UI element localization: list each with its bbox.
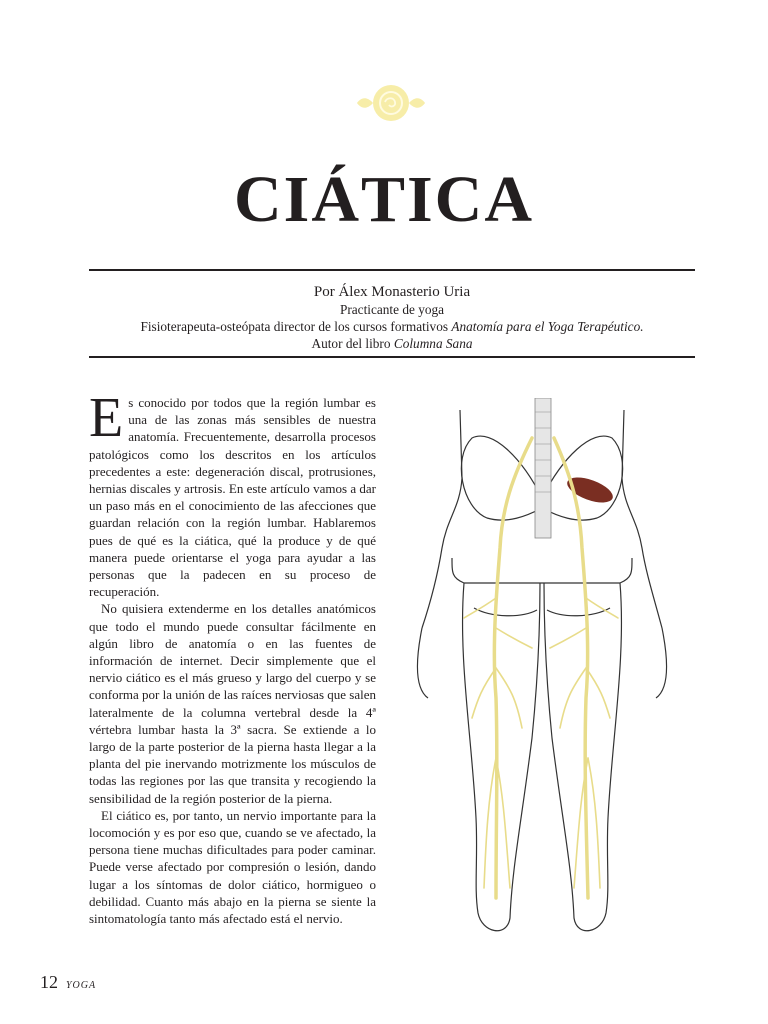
author-role: Practicante de yoga — [339, 302, 445, 317]
top-divider — [89, 269, 695, 271]
author-book — [89, 335, 695, 352]
author-position — [89, 318, 695, 335]
paragraph-3: El ciático es, por tanto, un nervio importante para la locomoción y es por eso que, cuando se ve afectado, la persona tiene muchas dificultades para poder caminar. Puede verse afectado por compresión o lesión, dando lugar a los síntomas de dolor ciático, hormigueo o debilidad. Cuanto más abajo en la pierna se siente la sintomatología tanto más afectado está el nervio. — [89, 807, 376, 927]
article-body — [89, 387, 376, 927]
bottom-divider — [89, 356, 695, 358]
paragraph-2: No quisiera extenderme en los detalles anatómicos que todo el mundo puede consultar fácilmente en algún libro de anatomía o en las fuentes de información de internet. Decir simplemente que el nervio ciático es el más grueso y largo del cuerpo y se conforma por la unión de las raíces nerviosas que salen lateralmente de la columna vertebral desde la 4ª vértebra lumbar hasta la 3ª sacra. Se extiende a lo largo de la parte posterior de la pierna hasta llegar a la planta del pie inervando motrizmente los músculos de todas las regiones por las que transita y recogiendo la sensibilidad de la región posterior de la pierna. — [89, 601, 376, 806]
author-name: Por Álex Monasterio Uria — [313, 284, 471, 300]
course-title: Anatomía para el Yoga Terapéutico. — [451, 319, 644, 334]
paragraph-1-text: s conocido por todos que la región lumbar es una de las zonas más sensibles de nuestra anatomía. Frecuentemente, desarrolla procesos patológicos como los descritos en los artículos precedentes a este: degeneración discal, protrusiones, hernias discales y artrosis. En este artículo vamos a dar un paso más en el conocimiento de las afecciones que guardan relación con la región lumbar. Hablaremos pues de qué es la ciática, qué la produce y de qué manera puede orientarse el yoga para ayudar a las personas que la padecen en su proceso de recuperación. — [89, 395, 376, 600]
paragraph-1 — [89, 387, 376, 600]
article-title: CIÁTICA — [233, 163, 535, 236]
page-footer — [40, 972, 96, 996]
book-prefix: Autor del libro — [311, 336, 394, 351]
om-emblem-icon — [357, 80, 425, 126]
book-title: Columna Sana — [393, 336, 473, 351]
page-number: 12 — [40, 972, 58, 992]
sciatic-nerve-illustration-icon — [392, 398, 690, 946]
position-text: Fisioterapeuta-osteópata director de los cursos formativos — [140, 319, 452, 334]
magazine-name: YOGA — [66, 980, 97, 991]
drop-cap: E — [89, 387, 124, 449]
byline — [89, 283, 695, 352]
